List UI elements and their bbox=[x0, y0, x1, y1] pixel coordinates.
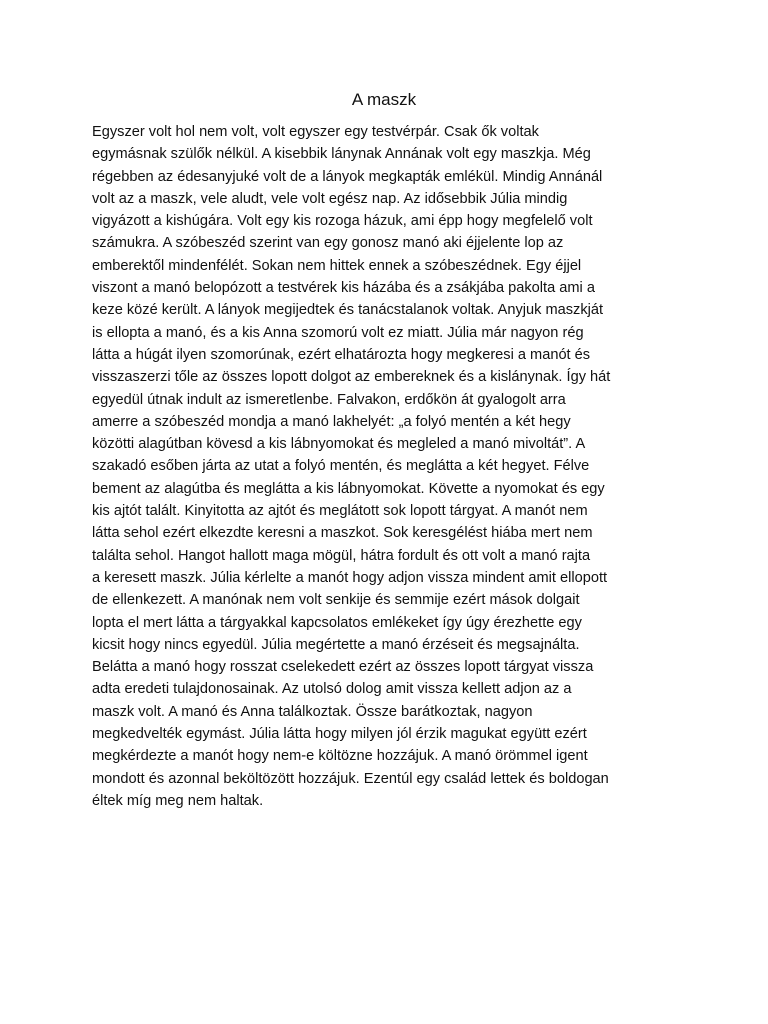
text-line: a keresett maszk. Júlia kérlelte a manót hogy adjon vissza mindent amit ellopott bbox=[92, 569, 608, 586]
text-line: számukra. A szóbeszéd szerint van egy gonosz manó aki éjjelente lop az bbox=[92, 235, 564, 252]
text-line: közötti alagútban kövesd a kis lábnyomokat és megleled a manó mivoltát”. A bbox=[92, 436, 586, 453]
text-line: keze közé került. A lányok megijedtek és tanácstalanok voltak. Anyjuk maszkját bbox=[92, 302, 604, 319]
text-line: is ellopta a manó, és a kis Anna szomorú volt ez miatt. Júlia már nagyon rég bbox=[92, 324, 584, 341]
text-line: de ellenkezett. A manónak nem volt senkije és semmije ezért mások dolgait bbox=[92, 592, 580, 609]
text-line: egyedül útnak indult az ismeretlenbe. Falvakon, erdőkön át gyalogolt arra bbox=[92, 391, 566, 408]
story-paragraph bbox=[92, 121, 682, 812]
text-line: megkérdezte a manót hogy nem-e költözne hozzájuk. A manó örömmel igent bbox=[92, 748, 588, 765]
text-line: visszaszerzi tőle az összes lopott dolgot az embereknek és a kislánynak. Így hát bbox=[92, 369, 611, 386]
text-line: bement az alagútba és meglátta a kis lábnyomokat. Követte a nyomokat és egy bbox=[92, 480, 605, 497]
text-line: emberektől mindenfélét. Sokan nem hittek ennek a szóbeszédnek. Egy éjjel bbox=[92, 257, 582, 274]
document-title: A maszk bbox=[351, 90, 417, 109]
text-line: megkedvelték egymást. Júlia látta hogy milyen jól érzik magukat együtt ezért bbox=[92, 726, 587, 743]
text-line: mondott és azonnal beköltözött hozzájuk. Ezentúl egy család lettek és boldogan bbox=[92, 770, 609, 787]
text-line: kis ajtót talált. Kinyitotta az ajtót és meglátott sok lopott tárgyat. A manót nem bbox=[92, 503, 588, 520]
text-line: régebben az édesanyjuké volt de a lányok megkapták emlékül. Mindig Annánál bbox=[92, 168, 603, 185]
text-line: látta a húgát ilyen szomorúnak, ezért elhatározta hogy megkeresi a manót és bbox=[92, 346, 591, 363]
text-line: éltek míg meg nem haltak. bbox=[92, 792, 264, 809]
text-line: amerre a szóbeszéd mondja a manó lakhelyét: „a folyó mentén a két hegy bbox=[92, 413, 571, 430]
text-line: egymásnak szülők nélkül. A kisebbik lánynak Annának volt egy maszkja. Még bbox=[92, 146, 591, 163]
text-line: Belátta a manó hogy rosszat cselekedett ezért az összes lopott tárgyat vissza bbox=[92, 659, 594, 676]
text-line: kicsit hogy nincs egyedül. Júlia megértette a manó érzéseit és megsajnálta. bbox=[92, 636, 580, 653]
text-line: viszont a manó belopózott a testvérek kis házába és a zsákjába pakolta ami a bbox=[92, 280, 595, 297]
text-line: lopta el mert látta a tárgyakkal kapcsolatos emlékeket így úgy érezhette egy bbox=[92, 614, 582, 631]
text-line: vigyázott a kishúgára. Volt egy kis rozoga házuk, ami épp hogy megfelelő volt bbox=[92, 213, 593, 230]
text-line: találta sehol. Hangot hallott maga mögül, hátra fordult és ott volt a manó rajta bbox=[92, 547, 591, 564]
text-line: szakadó esőben járta az utat a folyó mentén, és meglátta a két hegyet. Félve bbox=[92, 458, 590, 475]
text-line: adta eredeti tulajdonosainak. Az utolsó dolog amit vissza kellett adjon az a bbox=[92, 681, 572, 698]
text-line: látta sehol ezért elkezdte keresni a maszkot. Sok keresgélést hiába mert nem bbox=[92, 525, 593, 542]
text-line: volt az a maszk, vele aludt, vele volt egész nap. Az idősebbik Júlia mindig bbox=[92, 190, 568, 207]
text-line: maszk volt. A manó és Anna találkoztak. Össze barátkoztak, nagyon bbox=[92, 703, 533, 720]
text-line: Egyszer volt hol nem volt, volt egyszer egy testvérpár. Csak ők voltak bbox=[92, 124, 539, 140]
